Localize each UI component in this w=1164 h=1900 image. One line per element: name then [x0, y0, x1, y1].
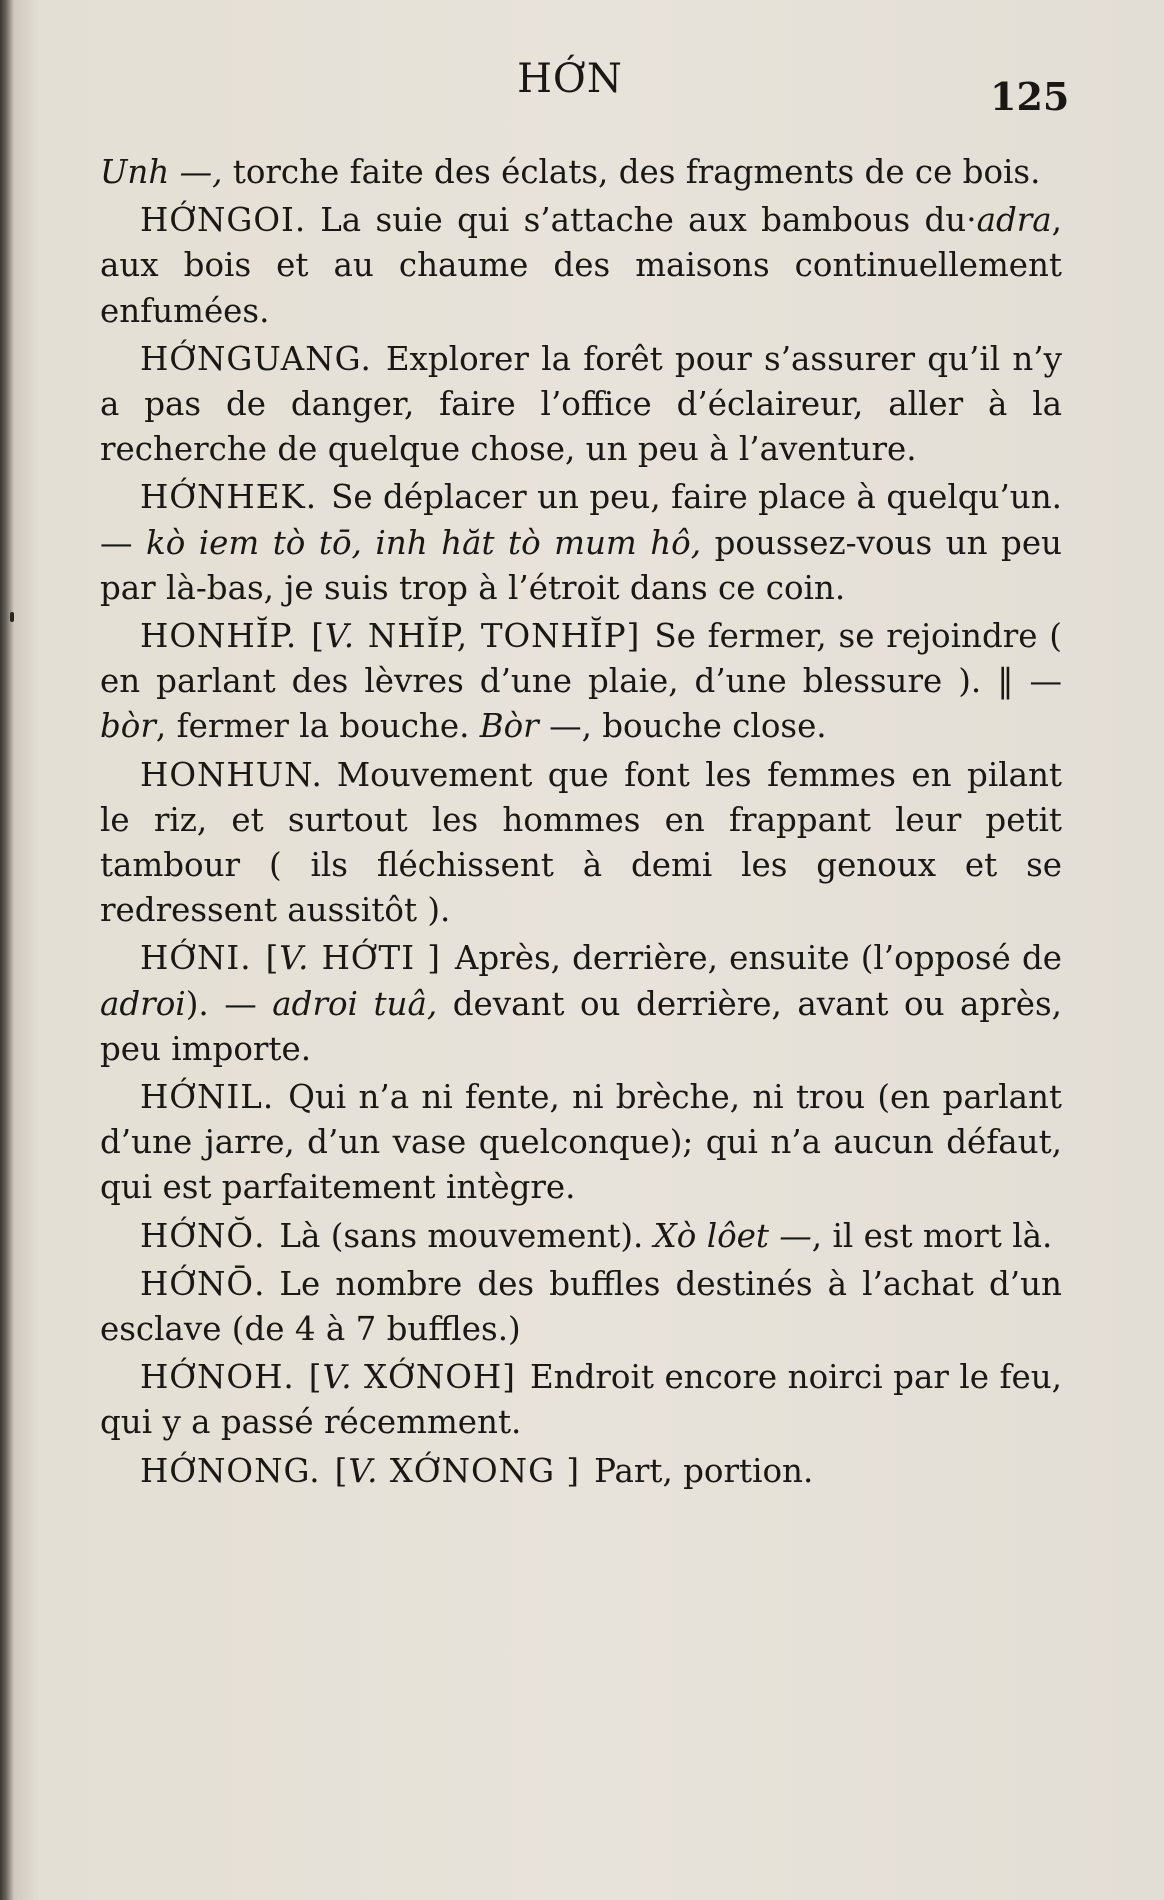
running-head: HỚN	[517, 56, 623, 102]
definition-text: —, bouche close.	[538, 707, 827, 746]
italic-term: Unh —,	[100, 153, 223, 191]
binding-mark	[10, 612, 14, 622]
ref-target: HỚTI ]	[309, 939, 441, 978]
headword: HỚNGOI.	[140, 201, 307, 240]
definition-text: Explorer la forêt pour s’assurer qu’il n’y a pas de danger, faire l’office d’éclaireur, aller à la recherche de quelque chose, un peu à l’aventure.	[100, 339, 1062, 469]
italic-term: adroi tuâ,	[272, 984, 438, 1023]
dictionary-entry	[100, 1075, 1062, 1211]
headword: HỚNIL.	[140, 1078, 275, 1117]
definition-text: , aux bois et au chaume des maisons continuellement enfumées.	[100, 201, 1062, 330]
dictionary-entry	[100, 198, 1062, 334]
dictionary-entry	[100, 475, 1062, 611]
cross-reference	[309, 1358, 516, 1396]
headword: HỚNŌ.	[140, 1264, 266, 1303]
italic-term: bòr	[100, 707, 156, 746]
italic-term: kò iem tò tō, inh hăt tò mum hô,	[146, 523, 702, 562]
dictionary-entry	[100, 936, 1062, 1072]
definition-text: poussez-vous un peu par là-bas, je suis trop à l’étroit dans ce coin.	[100, 523, 1062, 607]
italic-term: Xò lôet —	[653, 1216, 812, 1255]
dictionary-entry	[100, 1355, 1062, 1445]
dictionary-entry	[100, 753, 1062, 934]
definition-text: Qui n’a ni fente, ni brèche, ni trou (en parlant d’une jarre, d’un vase quelconque); qui n’a aucun défaut, qui est parfaitement intègre.	[100, 1078, 1062, 1207]
italic-term: Bòr	[479, 707, 539, 746]
italic-term: adroi	[100, 984, 186, 1023]
definition-text: Après, derrière, ensuite (l’opposé de	[454, 939, 1062, 978]
see-abbrev: V.	[322, 1358, 353, 1397]
dictionary-entry	[100, 1214, 1062, 1259]
headword: HONHUN.	[140, 755, 323, 794]
see-abbrev: V.	[324, 617, 356, 656]
dictionary-entry	[100, 1262, 1062, 1352]
ref-target: XỚNOH]	[352, 1358, 516, 1397]
dictionary-body	[100, 150, 1062, 1497]
ref-target: XỚNONG ]	[378, 1451, 581, 1490]
bracket: [	[334, 1451, 349, 1490]
dictionary-entry	[100, 1449, 1062, 1494]
see-abbrev: V.	[348, 1451, 379, 1490]
definition-text: Part, portion.	[594, 1451, 814, 1490]
see-abbrev: V.	[279, 939, 310, 978]
cross-reference	[335, 1452, 580, 1490]
definition-text: , fermer la bouche.	[155, 707, 480, 746]
definition-text: , il est mort là.	[811, 1216, 1053, 1255]
definition-text: torche faite des éclats, des fragments de ce bois.	[222, 153, 1041, 191]
headword: HỚNOH.	[140, 1358, 295, 1397]
headword: HỚNONG.	[140, 1451, 321, 1490]
headword: HỚNGUANG.	[140, 339, 372, 378]
bracket: [	[311, 617, 325, 656]
definition-text: ). —	[185, 984, 273, 1023]
cross-reference	[311, 617, 640, 655]
definition-text: Le nombre des buffles destinés à l’achat d’un esclave (de 4 à 7 buffles.)	[100, 1264, 1062, 1349]
headword: HONHĬP.	[140, 617, 298, 656]
definition-text: Mouvement que font les femmes en pilant le riz, et surtout les hommes en frappant leur petit tambour ( ils fléchissent à demi les genoux et se redressent aussitôt ).	[100, 755, 1062, 930]
dictionary-entry	[100, 614, 1062, 750]
dictionary-entry	[100, 337, 1062, 473]
bracket: [	[265, 939, 280, 978]
ref-target: NHĬP, TONHĬP]	[355, 617, 641, 656]
headword: HỚNI.	[140, 939, 252, 978]
headword: HỚNŎ.	[140, 1216, 266, 1255]
definition-text: La suie qui s’attache aux bambous du·	[320, 201, 977, 240]
definition-text: Endroit encore noirci par le feu, qui y a passé récemment.	[100, 1358, 1062, 1442]
cross-reference	[266, 939, 441, 977]
definition-text: devant ou derrière, avant ou après, peu importe.	[100, 984, 1062, 1068]
definition-text: Se déplacer un peu, faire place à quelqu’un. —	[100, 478, 1062, 562]
definition-text: Se fermer, se rejoindre ( en parlant des lèvres d’une plaie, d’une blessure ). ‖ —	[100, 617, 1062, 701]
definition-text: Là (sans mouvement).	[279, 1216, 654, 1255]
entry-continuation	[100, 150, 1062, 195]
italic-term: adra	[976, 201, 1052, 240]
bracket: [	[308, 1358, 323, 1397]
page-number: 125	[990, 74, 1070, 119]
headword: HỚNHEK.	[140, 478, 318, 517]
